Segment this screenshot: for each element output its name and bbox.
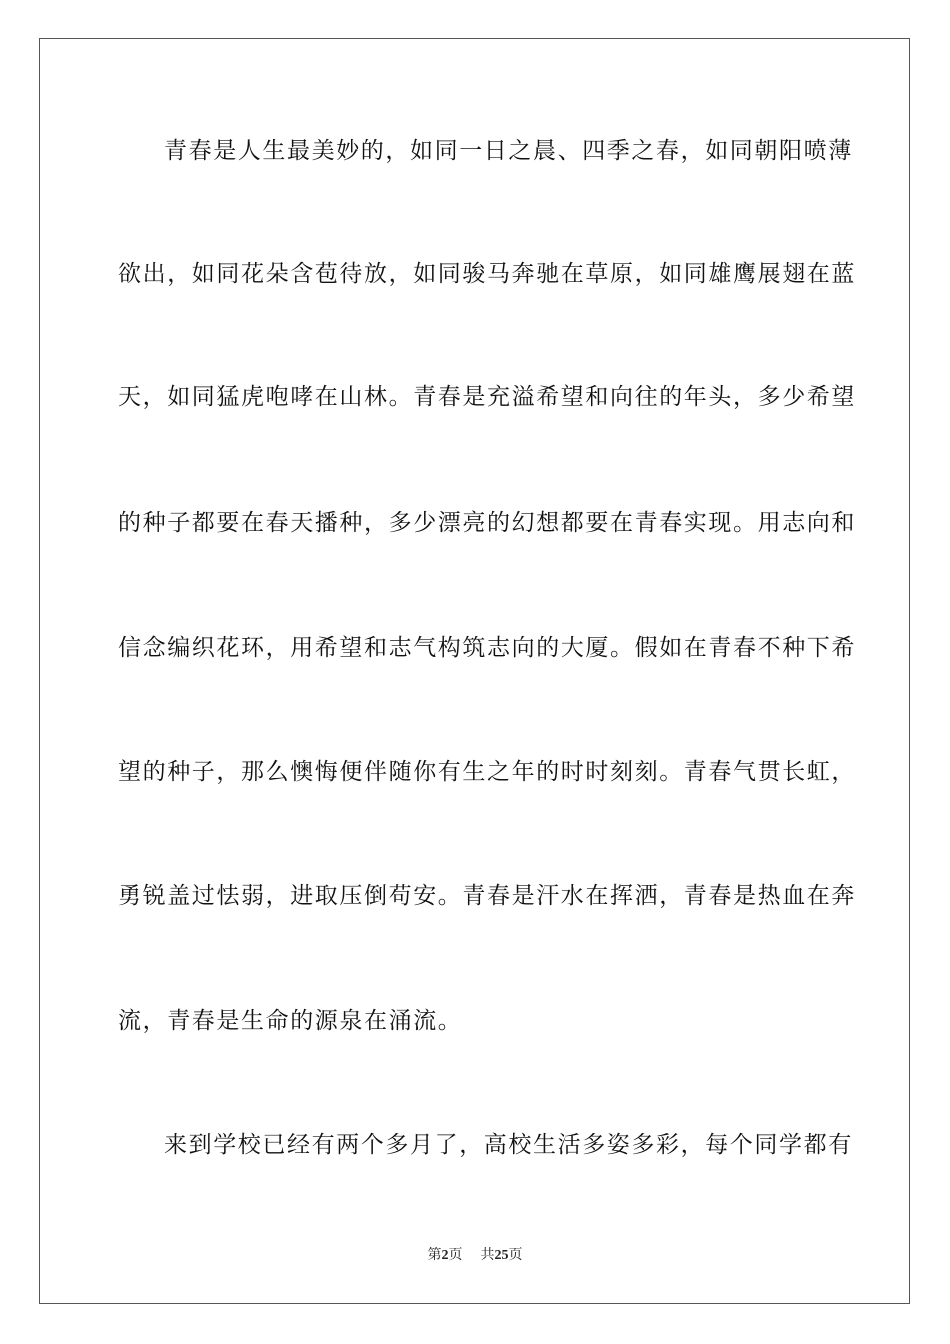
paragraph-1-line-2: 欲出，如同花朵含苞待放，如同骏马奔驰在草原，如同雄鹰展翅在蓝 [118,261,856,287]
paragraph-1-line-7: 勇锐盖过怯弱，进取压倒苟安。青春是汗水在挥洒，青春是热血在奔 [118,883,856,909]
paragraph-2-line-1: 来到学校已经有两个多月了，高校生活多姿多彩，每个同学都有 [164,1132,853,1158]
page-suffix: 页 [448,1247,463,1263]
paragraph-1-line-4: 的种子都要在春天播种，多少漂亮的幻想都要在青春实现。用志向和 [118,510,856,536]
paragraph-1-line-1: 青春是人生最美妙的，如同一日之晨、四季之春，如同朝阳喷薄 [164,138,853,164]
paragraph-1-line-8: 流，青春是生命的源泉在涌流。 [118,1008,463,1034]
page-prefix: 第 [427,1247,442,1263]
total-suffix: 页 [508,1247,523,1263]
total-pages: 25 [494,1248,509,1263]
paragraph-1-line-5: 信念编织花环，用希望和志气构筑志向的大厦。假如在青春不种下希 [118,635,856,661]
page-border [39,38,910,1304]
paragraph-1-line-6: 望的种子，那么懊悔便伴随你有生之年的时时刻刻。青春气贯长虹， [118,759,856,785]
paragraph-1-line-3: 天，如同猛虎咆哮在山林。青春是充溢希望和向往的年头，多少希望 [118,384,856,410]
page-number: 2 [441,1248,449,1263]
page-footer [0,1245,950,1266]
total-prefix: 共 [480,1247,495,1263]
